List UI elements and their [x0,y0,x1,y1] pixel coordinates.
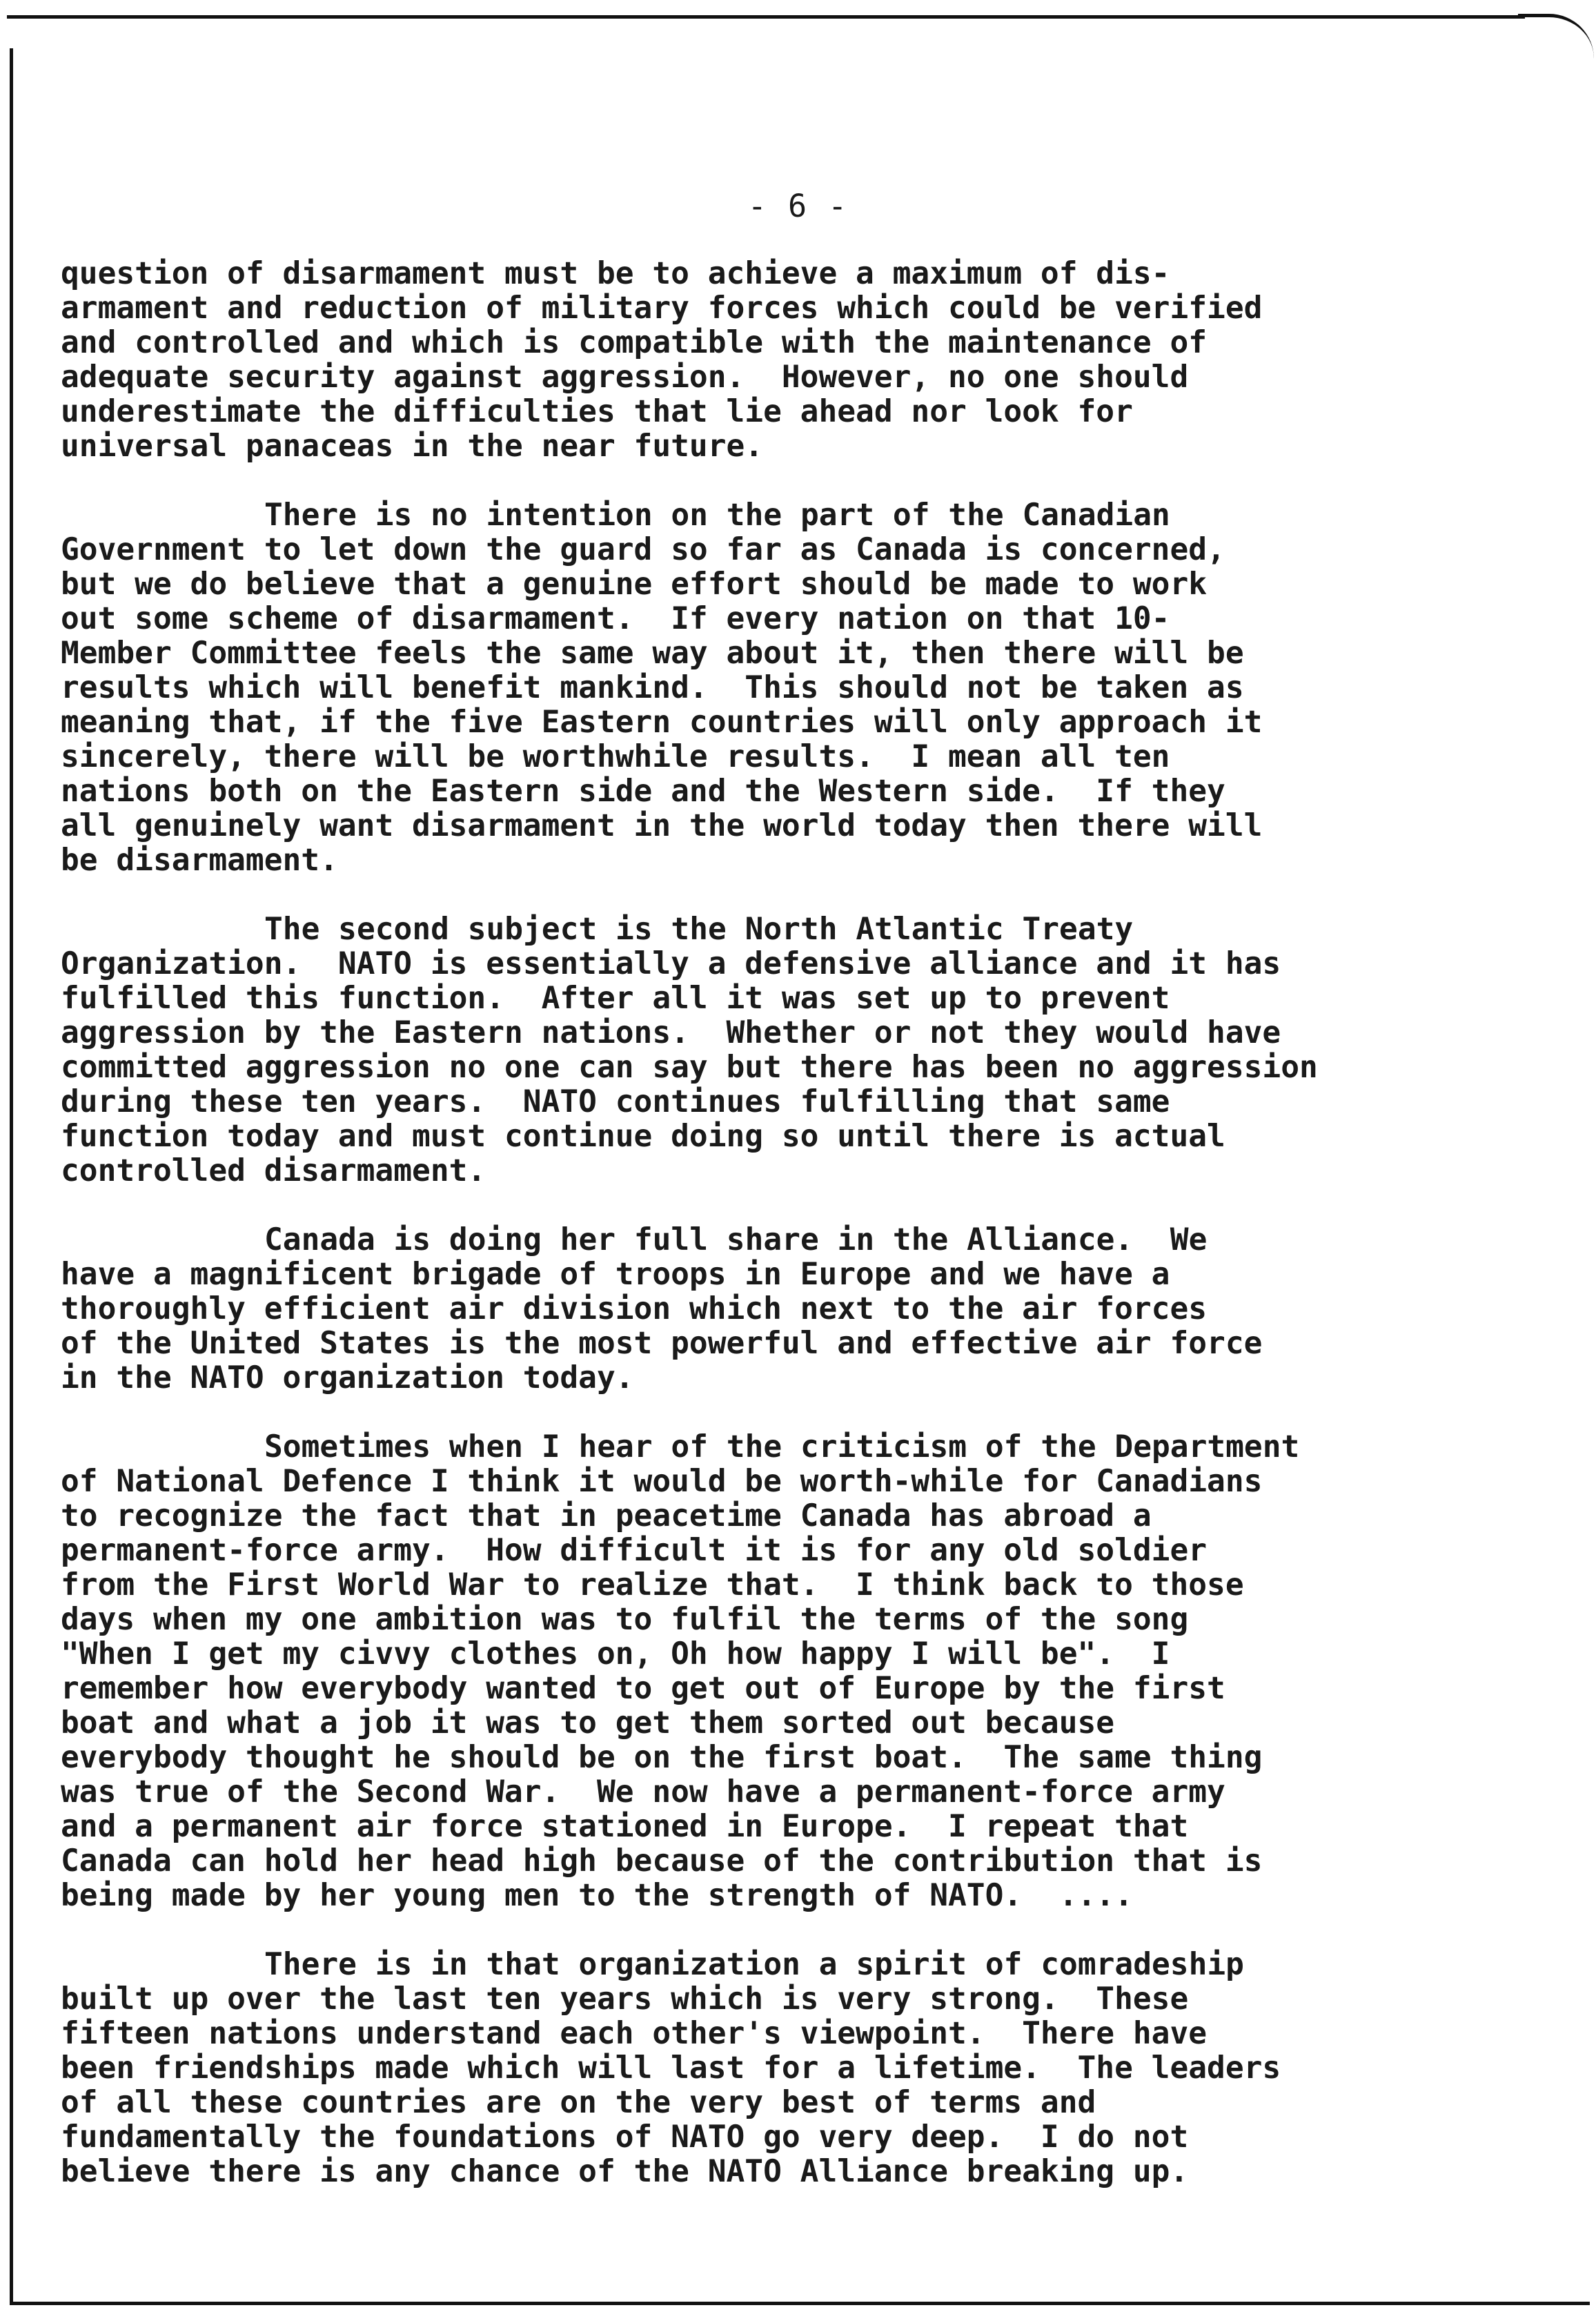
text-line: out some scheme of disarmament. If every nation on that 10- [61,601,1170,636]
text-line: controlled disarmament. [61,1153,486,1188]
text-line: question of disarmament must be to achieve a maximum of dis- [61,256,1170,291]
page-border-top [7,15,1525,19]
page-border-bottom [10,2302,1590,2305]
text-line: have a magnificent brigade of troops in Europe and we have a [61,1257,1170,1292]
text-line: from the First World War to realize that. I think back to those [61,1567,1244,1603]
text-line: built up over the last ten years which is very strong. These [61,1981,1189,2017]
text-line: Government to let down the guard so far as Canada is concerned, [61,532,1225,567]
paragraph [61,1948,1579,2189]
text-line: Sometimes when I hear of the criticism of the Department [264,1429,1300,1465]
text-line: in the NATO organization today. [61,1360,634,1395]
text-line: remember how everybody wanted to get out of Europe by the first [61,1671,1225,1706]
page-number: - 6 - [747,188,849,224]
paragraph [61,257,1579,464]
text-line: fundamentally the foundations of NATO go very deep. I do not [61,2119,1189,2155]
text-line: be disarmament. [61,843,338,878]
text-line: believe there is any chance of the NATO Alliance breaking up. [61,2154,1189,2189]
text-line: There is no intention on the part of the Canadian [264,498,1170,533]
text-line: Organization. NATO is essentially a defensive alliance and it has [61,946,1281,981]
page-border-curl [1518,14,1594,59]
text-line: and a permanent air force stationed in Europe. I repeat that [61,1809,1189,1844]
text-line: permanent-force army. How difficult it is for any old soldier [61,1533,1208,1568]
text-line: to recognize the fact that in peacetime Canada has abroad a [61,1498,1152,1534]
text-line: nations both on the Eastern side and the Western side. If they [61,774,1225,809]
text-line: function today and must continue doing so until there is actual [61,1119,1225,1154]
text-line: universal panaceas in the near future. [61,429,764,464]
text-line: adequate security against aggression. However, no one should [61,360,1189,395]
text-line: sincerely, there will be worthwhile results. I mean all ten [61,739,1170,774]
text-line: all genuinely want disarmament in the world today then there will [61,808,1263,843]
text-line: underestimate the difficulties that lie ahead nor look for [61,394,1133,429]
text-line: Canada can hold her head high because of the contribution that is [61,1843,1263,1879]
text-line: of all these countries are on the very best of terms and [61,2085,1096,2120]
text-line: The second subject is the North Atlantic Treaty [264,912,1134,947]
paragraph [61,912,1579,1188]
text-line: fifteen nations understand each other's viewpoint. There have [61,2016,1208,2051]
text-line: Member Committee feels the same way about it, then there will be [61,636,1244,671]
paragraph [61,1430,1579,1913]
text-line: of National Defence I think it would be worth-while for Canadians [61,1464,1263,1499]
text-line: was true of the Second War. We now have a permanent-force army [61,1774,1225,1810]
text-line: There is in that organization a spirit of comradeship [264,1947,1244,1982]
text-line: during these ten years. NATO continues fulfilling that same [61,1084,1170,1119]
text-line: being made by her young men to the strength of NATO. .... [61,1878,1133,1913]
text-line: thoroughly efficient air division which next to the air forces [61,1291,1208,1326]
text-line: boat and what a job it was to get them sorted out because [61,1705,1115,1741]
text-line: been friendships made which will last for a lifetime. The leaders [61,2050,1281,2086]
text-line: committed aggression no one can say but there has been no aggression [61,1050,1318,1085]
text-line: armament and reduction of military forces which could be verified [61,291,1263,326]
document-body [61,257,1579,2189]
text-line: and controlled and which is compatible with the maintenance of [61,325,1208,360]
text-line: "When I get my civvy clothes on, Oh how happy I will be". I [61,1636,1170,1672]
text-line: but we do believe that a genuine effort should be made to work [61,567,1208,602]
paragraph [61,498,1579,878]
text-line: of the United States is the most powerful and effective air force [61,1326,1263,1361]
text-line: aggression by the Eastern nations. Whether or not they would have [61,1015,1281,1050]
text-line: meaning that, if the five Eastern countries will only approach it [61,705,1263,740]
text-line: days when my one ambition was to fulfil the terms of the song [61,1602,1189,1637]
text-line: fulfilled this function. After all it was set up to prevent [61,981,1170,1016]
text-line: Canada is doing her full share in the Alliance. We [264,1222,1208,1257]
paragraph [61,1223,1579,1395]
text-line: results which will benefit mankind. This should not be taken as [61,670,1244,705]
text-line: everybody thought he should be on the first boat. The same thing [61,1740,1263,1775]
page-border-left [10,48,13,2305]
